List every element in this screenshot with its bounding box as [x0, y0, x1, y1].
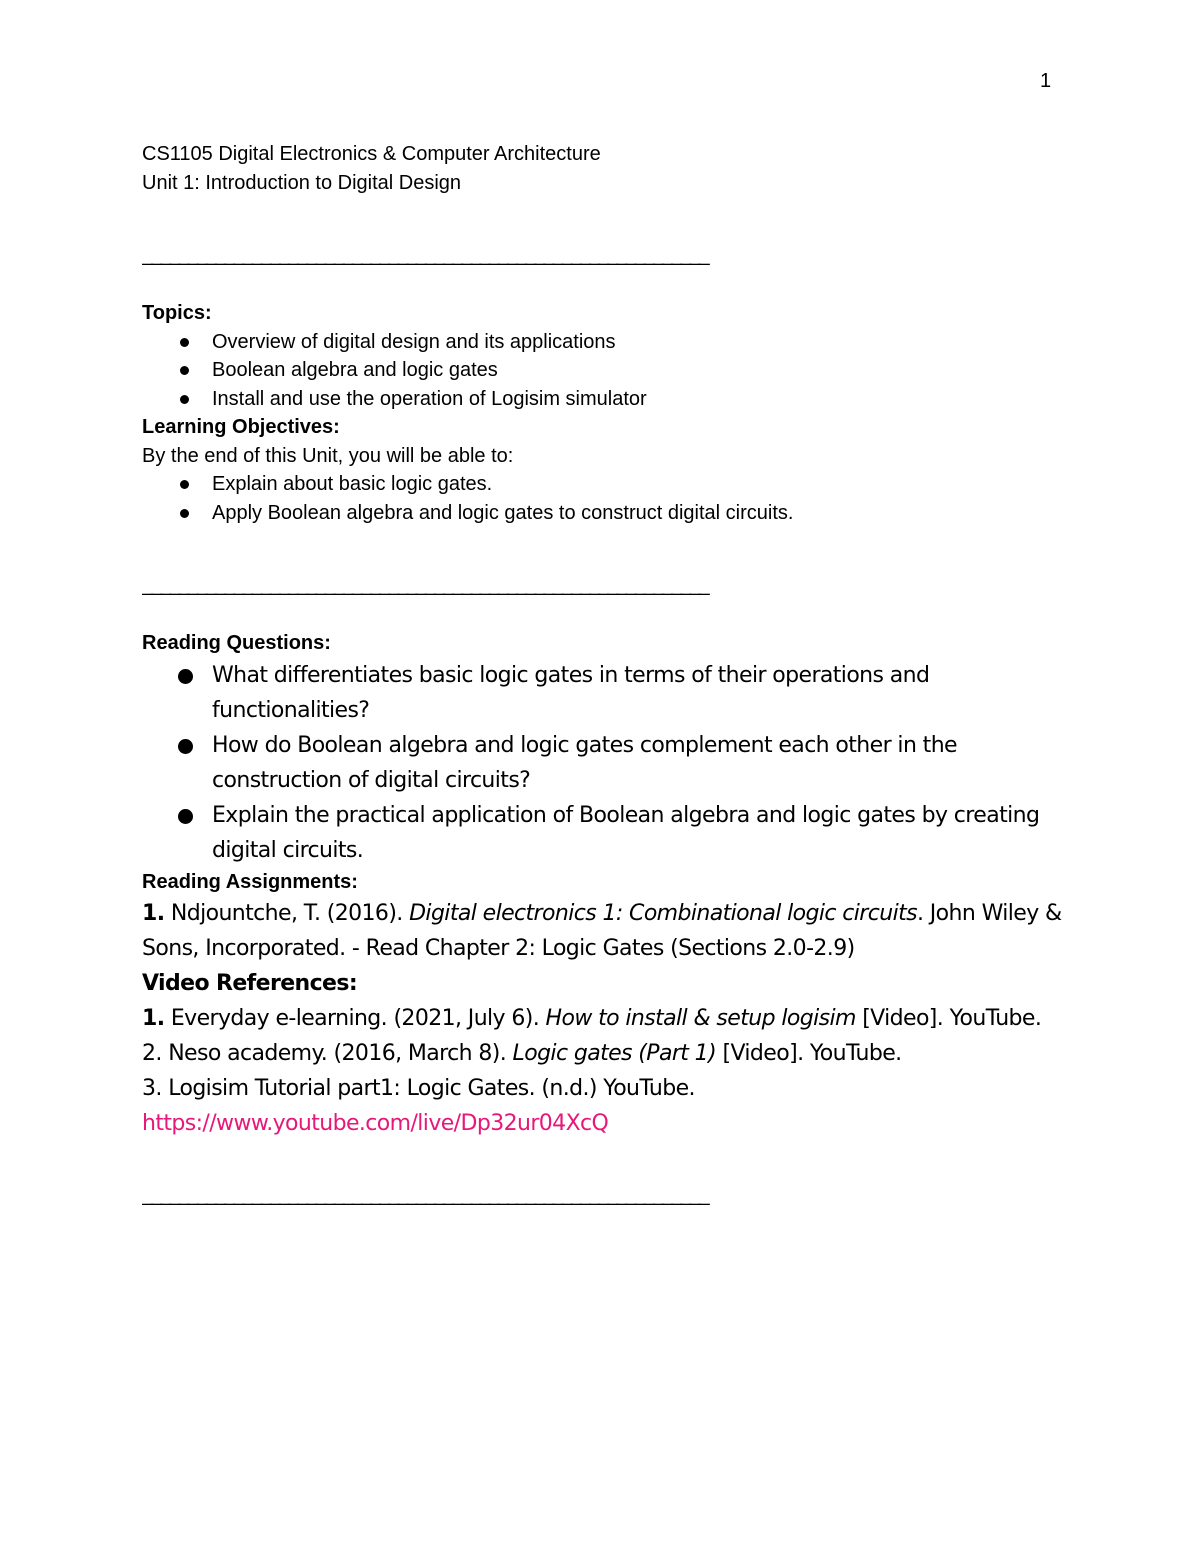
list-item: Overview of digital design and its applications — [142, 328, 1062, 357]
reading-assignment-item: 1. Ndjountche, T. (2016). Digital electronics 1: Combinational logic circuits. John Wiley & Sons, Incorporated. - Read Chapter 2: Logic Gates (Sections 2.0-2.9) — [142, 901, 1062, 961]
divider-rule: ______________________________________________________________ — [142, 1184, 708, 1206]
list-item: Apply Boolean algebra and logic gates to construct digital circuits. — [142, 499, 1062, 528]
topics-list — [142, 328, 1062, 414]
bullet-icon — [180, 366, 189, 375]
page-content — [142, 140, 1062, 1209]
list-item: Boolean algebra and logic gates — [142, 356, 1062, 385]
video-reference-item: 3. Logisim Tutorial part1: Logic Gates. (n.d.) YouTube. — [142, 1076, 695, 1101]
objectives-list — [142, 470, 1062, 527]
unit-title: Unit 1: Introduction to Digital Design — [142, 171, 462, 194]
video-reference-item: 2. Neso academy. (2016, March 8). Logic gates (Part 1) [Video]. YouTube. — [142, 1041, 902, 1066]
topics-heading: Topics: — [142, 302, 212, 324]
list-item: How do Boolean algebra and logic gates complement each other in the construction of digital circuits? — [142, 728, 1062, 798]
bullet-icon — [180, 480, 189, 489]
reading-assignments-heading: Reading Assignments: — [142, 870, 358, 893]
bullet-icon — [178, 809, 193, 824]
divider-rule: ______________________________________________________________ — [142, 244, 708, 266]
objectives-intro: By the end of this Unit, you will be able to: — [142, 444, 514, 467]
list-item: What differentiates basic logic gates in terms of their operations and functionalities? — [142, 658, 1062, 728]
bullet-icon — [178, 669, 193, 684]
bullet-icon — [180, 338, 189, 347]
video-reference-item: 1. Everyday e-learning. (2021, July 6). How to install & setup logisim [Video]. YouTube. — [142, 1006, 1042, 1031]
list-item: Explain about basic logic gates. — [142, 470, 1062, 499]
video-link-line — [142, 1106, 1062, 1141]
page-number: 1 — [1040, 70, 1052, 92]
youtube-link[interactable]: https://www.youtube.com/live/Dp32ur04XcQ — [142, 1111, 609, 1136]
list-item: Explain the practical application of Boolean algebra and logic gates by creating digital circuits. — [142, 798, 1062, 868]
bullet-icon — [180, 509, 189, 518]
divider-rule: ______________________________________________________________ — [142, 574, 708, 596]
video-references-heading: Video References: — [142, 971, 358, 996]
reading-questions-heading: Reading Questions: — [142, 632, 331, 654]
bullet-icon — [180, 395, 189, 404]
bullet-icon — [178, 739, 193, 754]
reading-questions-list — [142, 658, 1062, 868]
objectives-heading: Learning Objectives: — [142, 416, 340, 438]
list-item: Install and use the operation of Logisim simulator — [142, 385, 1062, 414]
course-title: CS1105 Digital Electronics & Computer Architecture — [142, 143, 601, 165]
